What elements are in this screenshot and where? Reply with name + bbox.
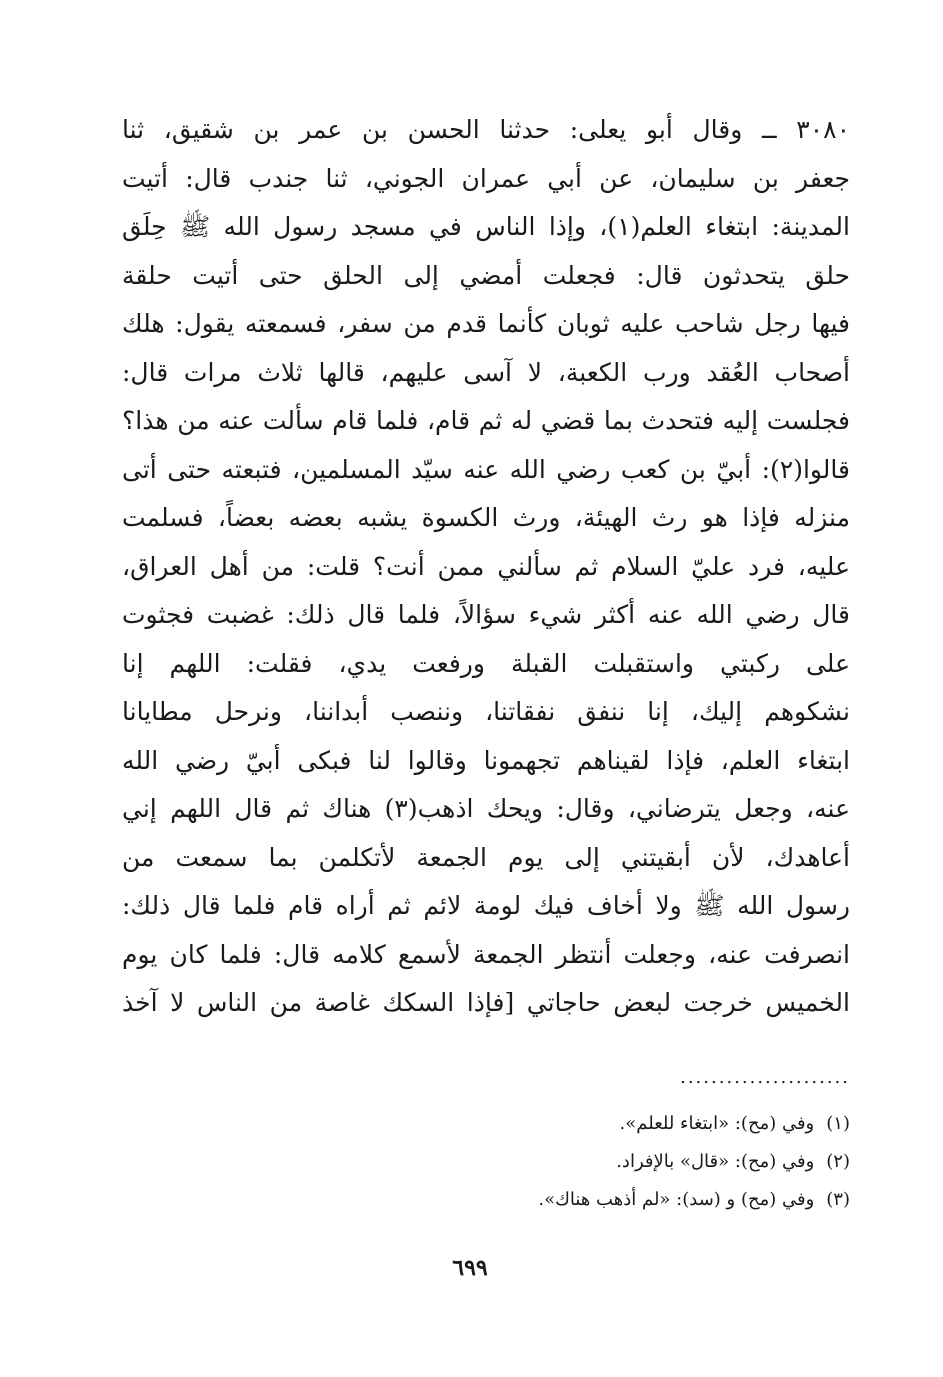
footnote-separator: ......................	[680, 1068, 850, 1088]
text-line: فجلست إليه فتحدث بما قضي له ثم قام، فلما قام سألت عنه من هذا؟	[122, 406, 850, 435]
footnote-text: وفي (مح) و (سد): «لم أذهب هناك».	[538, 1189, 815, 1210]
text-line: فيها رجل شاحب عليه ثوبان كأنما قدم من سفر، فسمعته يقول: هلك	[122, 309, 850, 338]
text-line: قالوا(٢): أبيّ بن كعب رضي الله عنه سيّد المسلمين، فتبعته حتى أتى	[122, 454, 850, 484]
main-text	[122, 106, 850, 1028]
text-line: أعاهدك، لأن أبقيتني إلى يوم الجمعة لأتكلمن بما سمعت من	[122, 842, 850, 872]
footnote	[360, 1143, 850, 1181]
text-line: قال رضي الله عنه أكثر شيء سؤالاً، فلما قال ذلك: غضبت فجثوت	[122, 600, 850, 629]
text-line: حلق يتحدثون قال: فجعلت أمضي إلى الحلق حتى أتيت حلقة	[122, 260, 850, 290]
footnote-text: وفي (مح): «قال» بالإفراد.	[616, 1151, 815, 1172]
text-line: رسول الله ﷺ ولا أخاف فيك لومة لائم ثم أراه قام فلما قال ذلك:	[122, 891, 850, 920]
footnote	[360, 1105, 850, 1143]
page-number: ٦٩٩	[452, 1255, 488, 1281]
text-line: نشكوهم إليك، إنا ننفق نفقاتنا، وننصب أبداننا، ونرحل مطايانا	[122, 697, 850, 726]
text-line: على ركبتي واستقبلت القبلة ورفعت يدي، فقلت: اللهم إنا	[122, 648, 850, 678]
text-line: منزله فإذا هو رث الهيئة، ورث الكسوة يشبه بعضه بعضاً، فسلمت	[122, 503, 850, 532]
footnote-text: وفي (مح): «ابتغاء للعلم».	[619, 1113, 815, 1134]
text-line: جعفر بن سليمان، عن أبي عمران الجوني، ثنا جندب قال: أتيت	[122, 163, 850, 193]
text-line: ٣٠٨٠ ــ وقال أبو يعلى: حدثنا الحسن بن عمر بن شقيق، ثنا	[122, 115, 850, 144]
footnote	[360, 1181, 850, 1219]
text-line: المدينة: ابتغاء العلم(١)، وإذا الناس في مسجد رسول الله ﷺ حِلَق	[122, 212, 850, 241]
footnote-number: (٣)	[826, 1189, 850, 1210]
text-line: عليه، فرد عليّ السلام ثم سألني ممن أنت؟ قلت: من أهل العراق،	[122, 551, 850, 581]
footnotes	[360, 1105, 850, 1219]
text-line: عنه، وجعل يترضاني، وقال: ويحك اذهب(٣) هناك ثم قال اللهم إني	[122, 794, 850, 823]
text-line: أصحاب العُقد ورب الكعبة، لا آسى عليهم، قالها ثلاث مرات قال:	[122, 357, 850, 387]
text-line: الخميس خرجت لبعض حاجاتي [فإذا السكك غاصة من الناس لا آخذ	[122, 988, 850, 1017]
footnote-number: (٢)	[826, 1151, 850, 1172]
text-line: ابتغاء العلم، فإذا لقيناهم تجهمونا وقالوا لنا فبكى أبيّ رضي الله	[122, 745, 850, 775]
text-line: انصرفت عنه، وجعلت أنتظر الجمعة لأسمع كلامه قال: فلما كان يوم	[122, 939, 850, 969]
footnote-number: (١)	[826, 1113, 850, 1134]
